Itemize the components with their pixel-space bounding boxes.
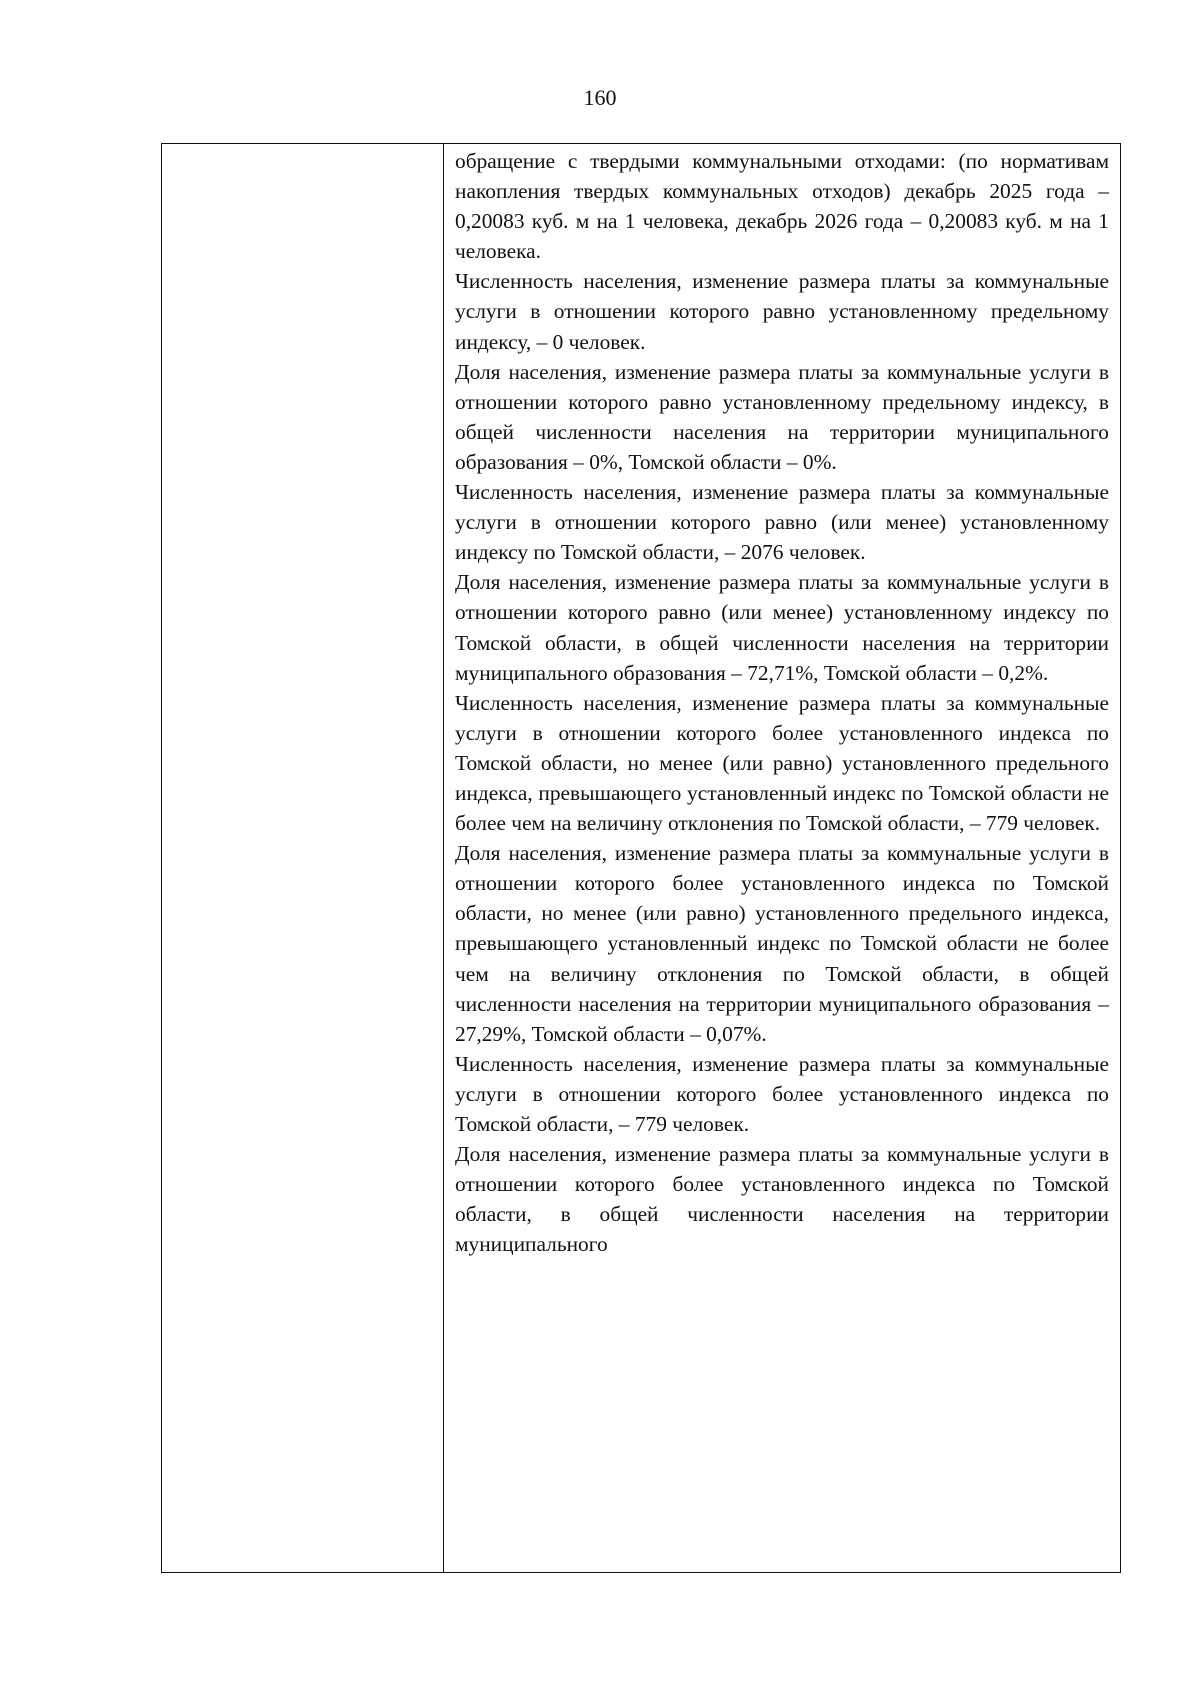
paragraph-population-within-deviation: Численность населения, изменение размера платы за коммунальные услуги в отношении которого более установленного индекса по Томской области, но менее (или равно) установленного предельного индекса, превышающего установленный индекс по Томской области не более чем на величину отклонения по Томской области, – 779 человек. [455, 690, 1109, 836]
paragraph-population-equal-or-less-regional-index: Численность населения, изменение размера платы за коммунальные услуги в отношении которого равно (или менее) установленному индексу по Томской области, – 2076 человек. [455, 480, 1109, 565]
page-number: 160 [583, 85, 617, 110]
paragraph-share-equal-or-less-regional-index: Доля населения, изменение размера платы за коммунальные услуги в отношении которого равно (или менее) установленному индексу по Томской области, в общей численности населения на территории муниципального образования – 72,71%, Томской области – 0,2%. [455, 570, 1109, 685]
paragraph-share-within-deviation: Доля населения, изменение размера платы за коммунальные услуги в отношении которого более установленного индекса по Томской области, но менее (или равно) установленного предельного индекса, превышающего установленный индекс по Томской области не более чем на величину отклонения по Томской области, в общей численности населения на территории муниципального образования – 27,29%, Томской области – 0,07%. [455, 841, 1109, 1046]
paragraph-share-equal-limit-index: Доля населения, изменение размера платы за коммунальные услуги в отношении которого равно установленному предельному индексу, в общей численности населения на территории муниципального образования – 0%, Томской области – 0%. [455, 359, 1109, 474]
table-cell-left [162, 144, 444, 1572]
paragraph-share-above-regional-index: Доля населения, изменение размера платы за коммунальные услуги в отношении которого более установленного индекса по Томской области, в общей численности населения на территории муниципального [455, 1142, 1109, 1257]
document-table [161, 143, 1121, 1573]
paragraph-population-equal-limit-index: Численность населения, изменение размера платы за коммунальные услуги в отношении которого равно установленному предельному индексу, – 0 человек. [455, 269, 1109, 354]
table-cell-right [444, 144, 1120, 1572]
paragraph-solid-waste-norms: обращение с твердыми коммунальными отходами: (по нормативам накопления твердых коммунальных отходов) декабрь 2025 года – 0,20083 куб. м на 1 человека, декабрь 2026 года – 0,20083 куб. м на 1 человека. [455, 149, 1109, 264]
paragraph-population-above-regional-index: Численность населения, изменение размера платы за коммунальные услуги в отношении которого более установленного индекса по Томской области, – 779 человек. [455, 1051, 1109, 1136]
